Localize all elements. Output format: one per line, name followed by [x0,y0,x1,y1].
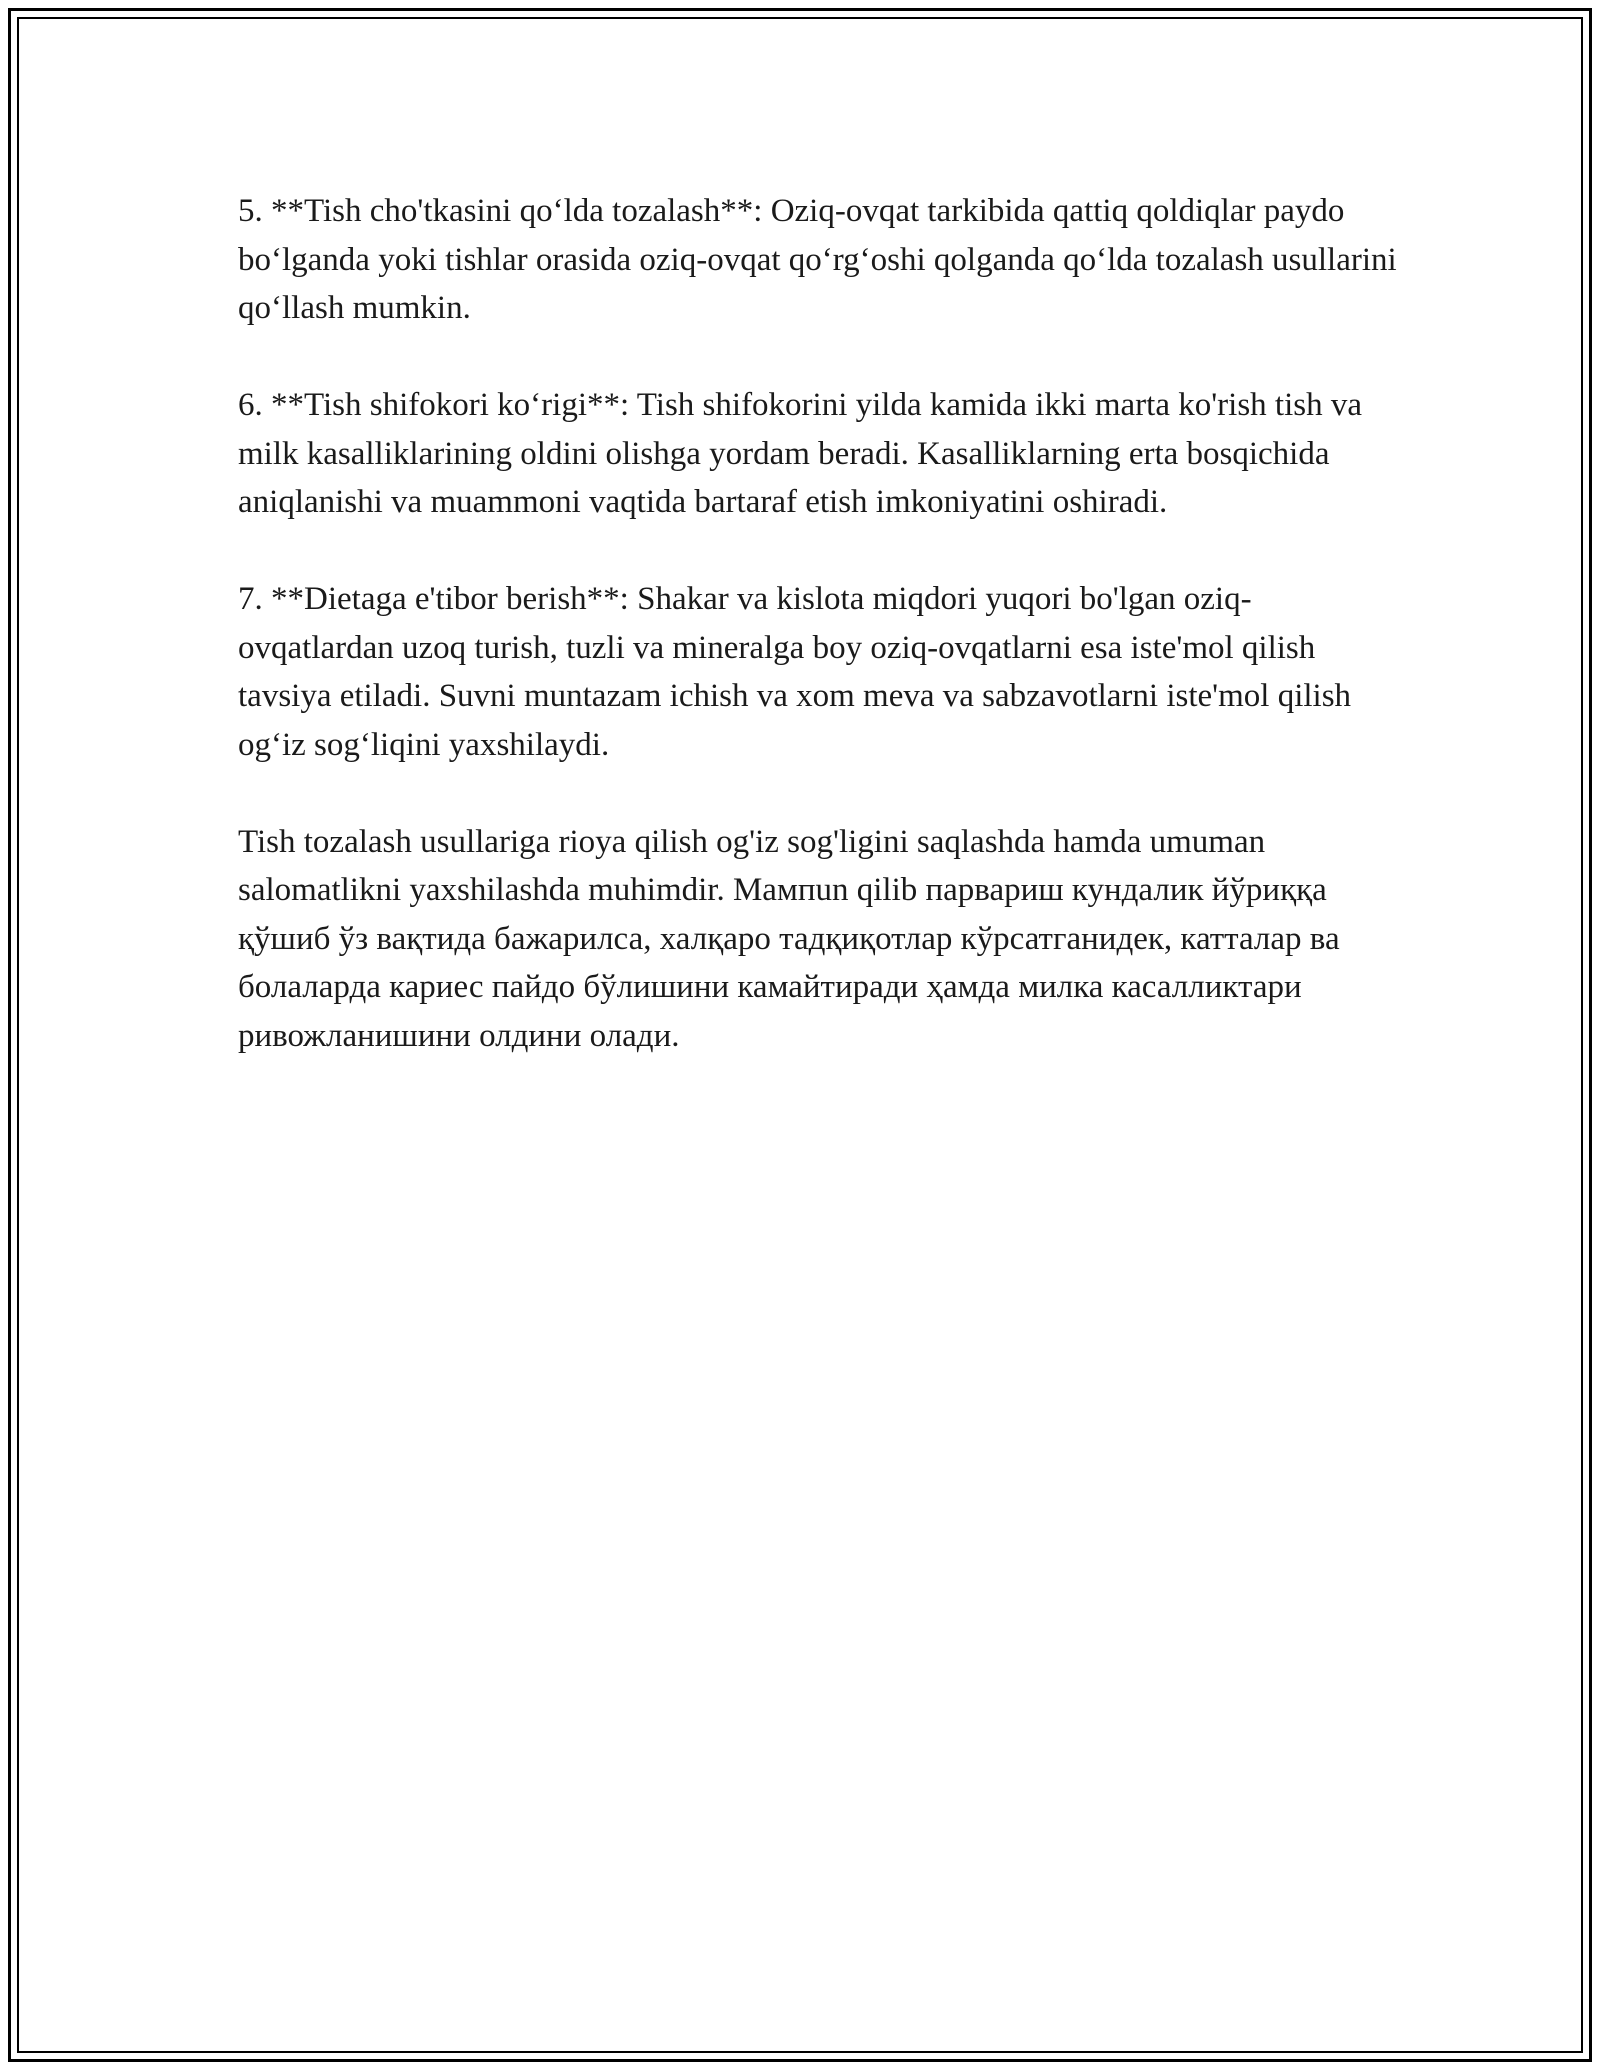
paragraph-item-6: 6. **Tish shifokori ko‘rigi**: Tish shifokorini yilda kamida ikki marta ko'rish tish va milk kasalliklarining oldini olishga yordam beradi. Kasalliklarning erta bosqichida aniqlanishi va muammoni vaqtida bartaraf etish imkoniyatini oshiradi. [238,387,1362,520]
paragraph-item-7: 7. **Dietaga e'tibor berish**: Shakar va kislota miqdori yuqori bo'lgan oziq-ovqatlardan uzoq turish, tuzli va mineralga boy oziq-ovqatlarni esa iste'mol qilish tavsiya etiladi. Suvni muntazam ichish va xom meva va sabzavotlarni iste'mol qilish og‘iz sog‘liqini yaxshilaydi. [238,581,1352,763]
paragraph-conclusion: Tish tozalash usullariga rioya qilish og'iz sog'ligini saqlashda hamda umuman salomatlikni yaxshilashda muhimdir. Мампun qilib парвариш кундалик йўриққа қўшиб ўз вақтида бажарилса, халқаро тадқиқотлар кўрсатганидек, катталар ва болаларда кариес пайдо бўлишини камайтиради ҳамда милка касалликтари ривожланишини олдини олади. [238,823,1340,1054]
document-page [8,8,1592,2062]
paragraph-item-5: 5. **Tish cho'tkasini qo‘lda tozalash**: Oziq-ovqat tarkibida qattiq qoldiqlar paydo bo‘lganda yoki tishlar orasida oziq-ovqat qo‘rg‘oshi qolganda qo‘lda tozalash usullarini qo‘llash mumkin. [238,193,1397,326]
document-body [238,187,1398,1109]
